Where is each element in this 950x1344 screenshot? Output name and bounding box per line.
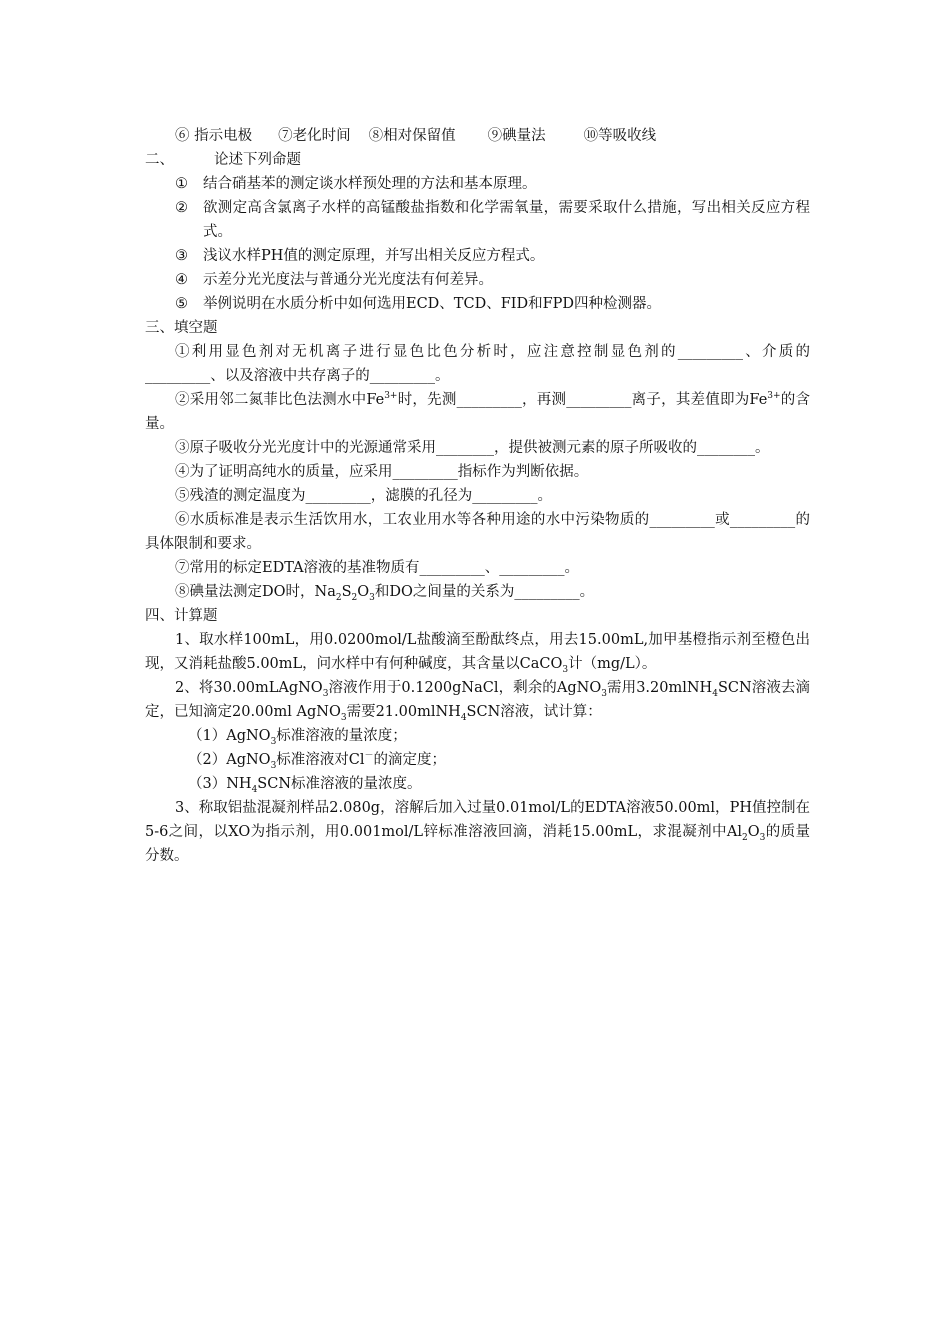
fill-question: ⑧碘量法测定DO时，$Na_2S_2O_3$和DO之间量的关系为_________。 — [175, 584, 595, 603]
sub-question: （2）AgNO$_3$标准溶液对Cl－的滴定度； — [188, 751, 447, 771]
fill-question: ①利用显色剂对无机离子进行显色比色分析时，应注意控制显色剂的_________、介质的_________、以及溶液中共存离子的_________。 — [145, 344, 810, 384]
fill-question: ⑦常用的标定EDTA溶液的基准物质有_________、_________。 — [175, 560, 580, 576]
essay-item: ① 结合硝基苯的测定谈水样预处理的方法和基本原理。 — [175, 176, 537, 192]
essay-item: ③ 浅议水样PH值的测定原理，并写出相关反应方程式。 — [175, 248, 545, 264]
essay-item: ② 欲测定高含氯离子水样的高锰酸盐指数和化学需氧量，需要采取什么措施，写出相关反应方程式。 — [175, 200, 810, 240]
section-heading: 四、计算题 — [145, 608, 218, 624]
calc-question: 3、称取铝盐混凝剂样品2.080g，溶解后加入过量0.01mol/L的EDTA溶液50.00ml，PH值控制在5-6之间，以XO为指示剂，用0.001mol/L锌标准溶液回滴，消耗15.00mL，求混凝剂中$Al_2O_3$的质量分数。 — [145, 800, 810, 864]
fill-question: ④为了证明高纯水的质量，应采用_________指标作为判断依据。 — [175, 464, 589, 480]
term-item: ⑩等吸收线 — [583, 128, 657, 144]
sub-question: （1）AgNO$_3$标准溶液的量浓度； — [188, 728, 407, 747]
term-item: ⑧相对保留值 — [368, 128, 456, 144]
fill-question: ③原子吸收分光光度计中的光源通常采用________，提供被测元素的原子所吸收的________。 — [175, 440, 770, 456]
term-list — [145, 124, 810, 148]
essay-item: ⑤ 举例说明在水质分析中如何选用ECD、TCD、FID和FPD四种检测器。 — [175, 296, 662, 312]
calc-question: 1、取水样100mL，用0.0200mol/L盐酸滴至酚酞终点，用去15.00mL,加甲基橙指示剂至橙色出现，又消耗盐酸5.00mL，问水样中有何种碱度，其含量以CaCO$_3$计（mg/L）。 — [145, 632, 810, 675]
term-item: ⑦老化时间 — [278, 128, 351, 144]
sub-question: $(3)NH_4SCN$标准溶液的量浓度。 — [188, 776, 422, 795]
term-item: ⑨碘量法 — [487, 128, 546, 144]
section-heading: 三、填空题 — [145, 320, 218, 336]
fill-question: ⑤残渣的测定温度为_________，滤膜的孔径为_________。 — [175, 488, 552, 504]
essay-item: ④ 示差分光光度法与普通分光光度法有何差异。 — [175, 272, 493, 288]
fill-question: ②采用邻二氮菲比色法测水中$Fe^{3+}$时，先测_________，再测_________离子，其差值即为$Fe^{3+}$的含量。 — [145, 391, 810, 432]
fill-question: ⑥水质标准是表示生活饮用水，工农业用水等各种用途的水中污染物质的_________或_________的具体限制和要求。 — [145, 512, 810, 552]
calc-question: 2、将30.00mLAgNO$_3$溶液作用于0.1200gNaCl，剩余的AgNO$_3$需用3.20mlNH$_4$SCN溶液去滴定，已知滴定20.00ml AgNO$_3$需要21.00mlNH$_4$SCN溶液，试计算： — [145, 680, 810, 723]
section-heading: 二、 论述下列命题 — [145, 152, 301, 168]
document-page — [145, 124, 810, 868]
term-item: ⑥ 指示电极 — [175, 128, 253, 144]
